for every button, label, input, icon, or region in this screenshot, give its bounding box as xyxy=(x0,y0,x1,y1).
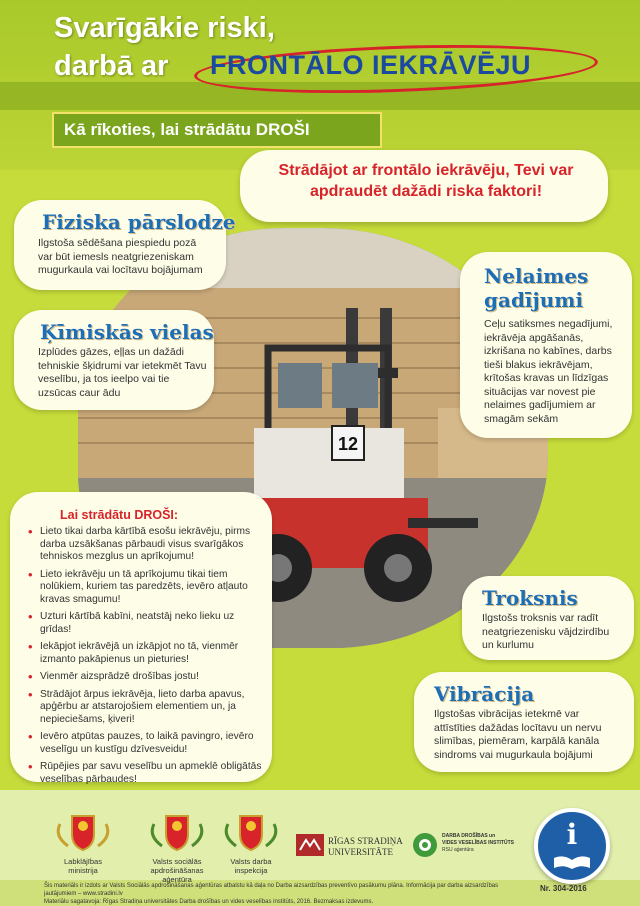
safety-item: • Lieto tikai darba kārtībā esošu iekrāvēju, pirms darba uzsākšanas pārbaudi visus svarīgākos tehniskos mezglus un aprīkojumu! xyxy=(40,526,266,564)
noise-heading: Troksnis xyxy=(482,586,578,610)
ministry-label: Labklājības ministrija xyxy=(64,857,102,875)
physical-text: Ilgstoša sēdēšana piespiedu pozā var būt iemesls neatgriezeniskam mugurkaula vai locītavu bojājumam xyxy=(38,237,203,276)
institute-name-2: VIDES VESELĪBAS INSTITŪTS xyxy=(442,840,514,846)
document-number: Nr. 304-2016 xyxy=(540,884,587,893)
info-badge xyxy=(534,808,610,884)
title-highlight: FRONTĀLO IEKRĀVĒJU xyxy=(210,50,532,80)
chemical-text: Izplūdes gāzes, eļļas un dažādi tehniskie šķidrumi var ietekmēt Tavu veselību, ja tos ieelpo vai tie uzsūcas caur ādu xyxy=(38,346,207,399)
accidents-text: Ceļu satiksmes negadījumi, iekrāvēja apgāšanās, izkrišana no kabīnes, darbs tieši blakus iekrāvējam, krītošas kravas un līdzīgas situācijas var novest pie nelaimes gadījumiem ar smagām sekām xyxy=(484,318,613,425)
info-icon: i xyxy=(566,818,578,851)
vsaa-label-2: apdrošināšanas aģentūra xyxy=(150,866,204,884)
accidents-heading-2: gadījumi xyxy=(484,288,584,312)
institute-logo xyxy=(412,830,522,864)
coat-of-arms-icon xyxy=(220,812,282,852)
safety-item: • Rūpējies par savu veselību un apmeklē obligātās veselības pārbaudes! xyxy=(40,761,266,786)
safety-item: • Ievēro atpūtas pauzes, to laikā pavingro, ievēro veselīgu un kustīgu dzīvesveidu! xyxy=(40,731,266,756)
vsaa-label-1: Valsts sociālās xyxy=(152,857,202,866)
inspection-label-2: inspekcija xyxy=(234,866,268,875)
rsu-logo xyxy=(296,832,406,862)
safety-item: • Strādājot ārpus iekrāvēja, lieto darba apavus, apģērbu ar atstarojošiem elementiem un, ja nepieciešams, ķiveri! xyxy=(40,689,266,727)
rsu-emblem-icon xyxy=(296,834,324,856)
coat-of-arms-icon xyxy=(140,812,214,852)
safety-item: • Uzturi kārtībā kabīni, neatstāj neko lieku uz grīdas! xyxy=(40,611,266,636)
rsu-name-1: RĪGAS STRADIŅA xyxy=(328,836,403,846)
vibration-text: Ilgstošas vibrācijas ietekmē var attīstīties dažādas locītavu un nervu slimības, piemēram, karpālā kanāla sindroms vai mugurkaula bojājumi xyxy=(434,708,602,761)
footer-note xyxy=(44,882,514,906)
safety-title: Lai strādātu DROŠI: xyxy=(60,508,179,522)
cab-number: 12 xyxy=(337,434,359,454)
noise-text: Ilgstošs troksnis var radīt neatgriezenisku vājdzirdību un kurlumu xyxy=(482,612,610,651)
accidents-heading-1: Nelaimes xyxy=(484,264,589,288)
intro-text: Strādājot ar frontālo iekrāvēju, Tevi var apdraudēt dažādi riska faktori! xyxy=(278,162,574,200)
safety-list xyxy=(40,526,266,791)
institute-name-3: RSU aģentūra xyxy=(442,847,474,853)
ministry-logo xyxy=(50,812,116,875)
safety-item: • Iekāpjot iekrāvējā un izkāpjot no tā, vienmēr izmanto pakāpienus un pieturies! xyxy=(40,641,266,666)
subtitle-banner: Kā rīkoties, lai strādātu DROŠI xyxy=(52,112,382,148)
title-line-1: Svarīgākie riski, xyxy=(54,12,275,44)
chemical-heading: Ķīmiskās vielas xyxy=(40,320,214,344)
safety-item: • Vienmēr aizsprādzē drošības jostu! xyxy=(40,671,266,684)
rsu-name-2: UNIVERSITĀTE xyxy=(328,847,393,857)
physical-heading: Fiziska pārslodze xyxy=(42,210,236,234)
coat-of-arms-icon xyxy=(50,812,116,852)
vibration-heading: Vibrācija xyxy=(434,682,535,706)
footer-note-1: Šis materiāls ir izdots ar Valsts Sociālās apdrošināšanas aģentūras atbalstu kā daļa no Darba aizsardzības preventīvo pasākumu plāna. Informācija par darba aizsardzības jautājumiem – www.stradini.lv xyxy=(44,883,499,897)
open-book-icon xyxy=(552,856,592,870)
institute-emblem-icon xyxy=(412,832,438,858)
institute-name-1: DARBA DROŠĪBAS un xyxy=(442,833,496,839)
title-line-2: darbā ar xyxy=(54,50,169,82)
inspection-logo xyxy=(220,812,282,875)
footer-note-2: Materiālu sagatavoja: Rīgas Stradiņa universitātes Darba drošības un vides veselības institūts, 2016. Bezmaksas izdevums. xyxy=(44,899,374,905)
vsaa-logo xyxy=(140,812,214,884)
safety-item: • Lieto iekrāvēju un tā aprīkojumu tikai tiem nolūkiem, kuriem tas paredzēts, ievēro atļauto kravas smagumu! xyxy=(40,569,266,607)
inspection-label-1: Valsts darba xyxy=(230,857,272,866)
